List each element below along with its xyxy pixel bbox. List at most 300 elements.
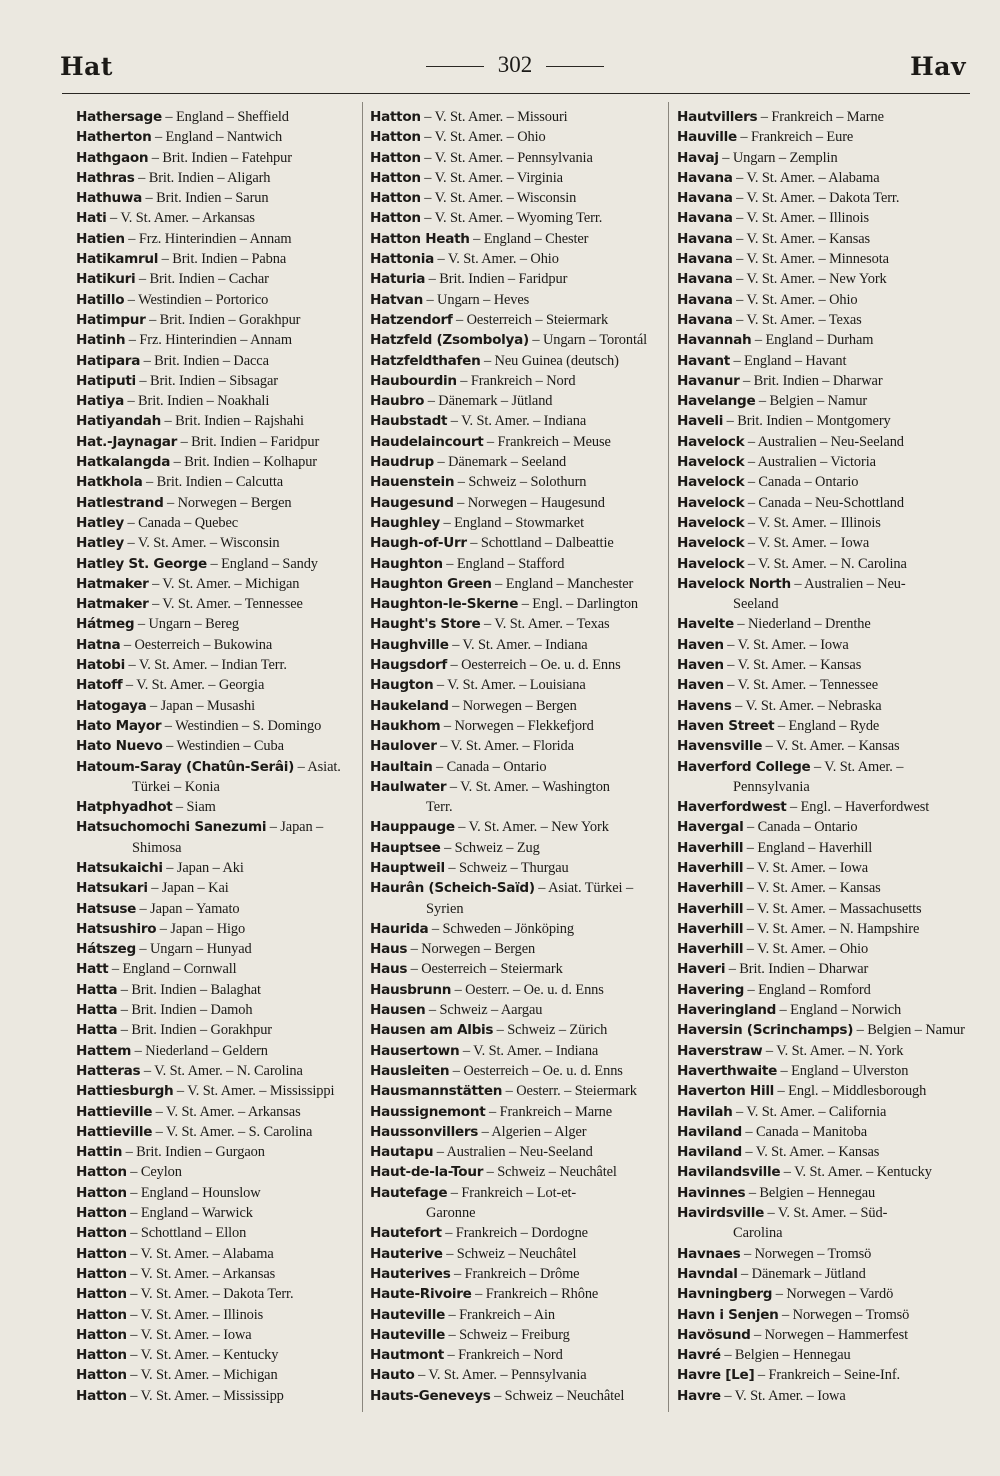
- gazetteer-entry: [370, 1325, 668, 1345]
- gazetteer-entry: [76, 1041, 364, 1061]
- entry-location: – V. St. Amer. – Iowa: [126, 1326, 252, 1343]
- gazetteer-entry: [370, 1061, 668, 1081]
- gazetteer-entry: [76, 513, 364, 533]
- entry-location: – Westindien – Portorico: [124, 291, 269, 308]
- entry-place-name: Havelock: [677, 474, 745, 491]
- entry-location: – Frankreich – Nord: [444, 1347, 563, 1364]
- entry-location: – Engl. – Darlington: [518, 596, 639, 613]
- gazetteer-entry: [677, 1284, 977, 1304]
- entry-location: – Ungarn – Zemplin: [718, 149, 838, 166]
- gazetteer-column-2: [370, 107, 668, 1406]
- gazetteer-entry: [677, 1264, 977, 1284]
- entry-location: – Brit. Indien – Dacca: [140, 352, 269, 369]
- entry-place-name: Havösund: [677, 1326, 751, 1343]
- entry-place-name: Haven Street: [677, 717, 775, 734]
- entry-location: – V. St. Amer. – Ohio: [732, 291, 858, 308]
- entry-location: – Norwegen – Bergen: [163, 494, 292, 511]
- gazetteer-entry: [76, 411, 364, 431]
- entry-location: – Brit. Indien – Montgomery: [723, 413, 891, 430]
- gazetteer-entry: [677, 1183, 977, 1203]
- gazetteer-entry: [370, 168, 668, 188]
- entry-place-name: Hato Mayor: [76, 717, 162, 734]
- entry-location: – Norwegen – Flekkefjord: [440, 717, 594, 734]
- entry-location: – England – Norwich: [776, 1002, 902, 1019]
- gazetteer-entry: [677, 1142, 977, 1162]
- entry-location: – Belgien – Namur: [853, 1022, 965, 1039]
- gazetteer-entry: [370, 533, 668, 553]
- gazetteer-entry: [76, 1325, 364, 1345]
- entry-place-name: Haveringland: [677, 1002, 777, 1019]
- entry-location: – V. St. Amer. – Süd-: [764, 1205, 888, 1222]
- gazetteer-entry: [76, 391, 364, 411]
- entry-place-name: Hausen am Albis: [370, 1022, 494, 1039]
- entry-location: – Frankreich – Meuse: [483, 433, 611, 450]
- entry-location: – Dänemark – Jütland: [424, 393, 553, 410]
- gazetteer-entry: [677, 1203, 977, 1244]
- entry-place-name: Haubro: [370, 393, 425, 410]
- entry-place-name: Hátmeg: [76, 616, 135, 633]
- gazetteer-entry: [370, 1365, 668, 1385]
- entry-location: – V. St. Amer. – Wisconsin: [420, 190, 577, 207]
- entry-place-name: Haverford College: [677, 758, 811, 775]
- entry-location: – Norwegen – Tromsö: [778, 1306, 910, 1323]
- gazetteer-entry: [76, 351, 364, 371]
- entry-location: – Westindien – S. Domingo: [161, 717, 322, 734]
- entry-place-name: Havilandsville: [677, 1164, 781, 1181]
- entry-place-name: Havelock: [677, 514, 745, 531]
- running-head-left: Hat: [60, 52, 113, 81]
- gazetteer-entry: [370, 452, 668, 472]
- entry-place-name: Haverhill: [677, 941, 744, 958]
- entry-location: – Japan – Aki: [162, 859, 244, 876]
- gazetteer-entry: [76, 1122, 364, 1142]
- entry-location: – Schottland – Dalbeattie: [466, 535, 614, 552]
- entry-place-name: Hauptweil: [370, 859, 445, 876]
- entry-location: – Schweiz – Aargau: [425, 1002, 543, 1019]
- entry-continuation: Terr.: [426, 799, 453, 816]
- entry-location: – Schweiz – Solothurn: [454, 474, 587, 491]
- gazetteer-entry: [76, 635, 364, 655]
- entry-location: – Brit. Indien – Faridpur: [177, 433, 320, 450]
- entry-place-name: Havndal: [677, 1265, 738, 1282]
- entry-place-name: Havanur: [677, 372, 740, 389]
- entry-place-name: Haussignemont: [370, 1103, 486, 1120]
- entry-place-name: Hatley St. George: [76, 555, 207, 572]
- entry-place-name: Havilah: [677, 1103, 733, 1120]
- entry-location: – England – Manchester: [491, 575, 634, 592]
- entry-place-name: Havensville: [677, 738, 763, 755]
- entry-place-name: Hatikamrul: [76, 251, 159, 268]
- gazetteer-entry: [677, 472, 977, 492]
- entry-place-name: Haughley: [370, 514, 440, 531]
- entry-place-name: Hauptsee: [370, 839, 441, 856]
- gazetteer-entry: [677, 1162, 977, 1182]
- entry-place-name: Hathersage: [76, 109, 162, 125]
- gazetteer-entry: [76, 1162, 364, 1182]
- gazetteer-entry: [677, 391, 977, 411]
- gazetteer-entry: [677, 249, 977, 269]
- entry-place-name: Hausen: [370, 1002, 426, 1019]
- gazetteer-entry: [76, 878, 364, 898]
- entry-place-name: Haverstraw: [677, 1042, 763, 1059]
- gazetteer-entry: [370, 574, 668, 594]
- entry-location: – V. St. Amer. – Massachusetts: [743, 900, 922, 917]
- entry-place-name: Hatmaker: [76, 575, 149, 592]
- gazetteer-entry: [370, 1041, 668, 1061]
- entry-place-name: Havelock: [677, 433, 745, 450]
- entry-place-name: Hattin: [76, 1144, 123, 1161]
- gazetteer-entry: [370, 838, 668, 858]
- entry-location: – V. St. Amer. – Minnesota: [732, 251, 889, 268]
- entry-place-name: Hatzfeldthafen: [370, 352, 481, 369]
- gazetteer-entry: [370, 554, 668, 574]
- entry-place-name: Hatoum-Saray (Chatûn-Serâi): [76, 758, 295, 775]
- gazetteer-entry: [76, 107, 364, 127]
- entry-location: – V. St. Amer. – Ohio: [743, 941, 869, 958]
- gazetteer-entry: [76, 1020, 364, 1040]
- entry-place-name: Hatton: [76, 1205, 127, 1222]
- entry-location: – England – Stowmarket: [439, 514, 584, 531]
- entry-location: – V. St. Amer. – Dakota Terr.: [732, 190, 900, 207]
- gazetteer-entry: [370, 919, 668, 939]
- entry-place-name: Havinnes: [677, 1184, 746, 1201]
- entry-place-name: Hatton: [370, 169, 421, 186]
- gazetteer-entry: [76, 188, 364, 208]
- entry-location: – Australien – Neu-Seeland: [744, 433, 904, 450]
- entry-place-name: Haverhill: [677, 859, 744, 876]
- entry-location: – England – Warwick: [126, 1205, 253, 1222]
- entry-place-name: Haven: [677, 636, 724, 653]
- entry-location: – Frankreich – Marne: [485, 1103, 613, 1120]
- entry-location: – V. St. Amer. – Alabama: [126, 1245, 274, 1262]
- gazetteer-entry: [677, 310, 977, 330]
- entry-location: – Belgien – Namur: [755, 393, 868, 410]
- entry-place-name: Havirdsville: [677, 1205, 765, 1222]
- entry-place-name: Hattonia: [370, 251, 434, 268]
- gazetteer-entry: [677, 411, 977, 431]
- entry-location: – Schweden – Jönköping: [428, 920, 574, 937]
- entry-location: – V. St. Amer. – N. Carolina: [140, 1062, 303, 1079]
- entry-place-name: Hauteville: [370, 1306, 446, 1323]
- entry-place-name: Hatlestrand: [76, 494, 164, 511]
- gazetteer-entry: [677, 1305, 977, 1325]
- entry-place-name: Hauterives: [370, 1265, 451, 1282]
- gazetteer-entry: [76, 1061, 364, 1081]
- entry-location: – England – Sheffield: [161, 109, 289, 125]
- entry-location: – Canada – Ontario: [743, 819, 858, 836]
- gazetteer-entry: [677, 1102, 977, 1122]
- entry-place-name: Hautvillers: [677, 109, 758, 125]
- gazetteer-entry: [76, 1000, 364, 1020]
- entry-place-name: Hautmont: [370, 1347, 445, 1364]
- entry-place-name: Hato Nuevo: [76, 738, 163, 755]
- entry-place-name: Haverhill: [677, 900, 744, 917]
- entry-place-name: Hatton: [76, 1367, 127, 1384]
- entry-location: – V. St. Amer. – Mississippi: [173, 1083, 335, 1100]
- entry-place-name: Hattem: [76, 1042, 132, 1059]
- entry-location: – Frankreich – Seine-Inf.: [754, 1367, 901, 1384]
- entry-place-name: Haverhill: [677, 880, 744, 897]
- entry-location: – Frz. Hinterindien – Annam: [125, 332, 292, 349]
- entry-place-name: Haven: [677, 677, 724, 694]
- gazetteer-entry: [370, 1142, 668, 1162]
- entry-location: – V. St. Amer. – Iowa: [723, 636, 849, 653]
- header-dash-left: [426, 66, 484, 67]
- entry-place-name: Havana: [677, 190, 733, 207]
- entry-place-name: Hatoff: [76, 677, 123, 694]
- gazetteer-entry: [370, 290, 668, 310]
- entry-place-name: Haverhill: [677, 920, 744, 937]
- entry-place-name: Hatherton: [76, 129, 152, 146]
- gazetteer-entry: [370, 1345, 668, 1365]
- gazetteer-entry: [677, 1000, 977, 1020]
- gazetteer-entry: [76, 249, 364, 269]
- entry-place-name: Hatzendorf: [370, 311, 453, 328]
- entry-location: – V. St. Amer. – Ohio: [420, 129, 546, 146]
- entry-place-name: Haverton Hill: [677, 1083, 775, 1100]
- gazetteer-entry: [677, 452, 977, 472]
- entry-location: – Asiat. Türkei –: [534, 880, 634, 897]
- entry-place-name: Hatmaker: [76, 596, 149, 613]
- entry-place-name: Hatinh: [76, 332, 126, 349]
- entry-location: – V. St. Amer. – Missouri: [420, 109, 568, 125]
- entry-place-name: Hatkalangda: [76, 454, 171, 471]
- gazetteer-entry: [677, 1365, 977, 1385]
- entry-location: – England – Cornwall: [108, 961, 237, 978]
- entry-place-name: Hatiputi: [76, 372, 136, 389]
- entry-place-name: Haughton Green: [370, 575, 492, 592]
- gazetteer-entry: [76, 1183, 364, 1203]
- gazetteer-entry: [370, 959, 668, 979]
- entry-place-name: Havana: [677, 230, 733, 247]
- entry-place-name: Hatsushiro: [76, 920, 157, 937]
- entry-location: – Oesterreich – Steiermark: [452, 311, 609, 328]
- gazetteer-entry: [677, 939, 977, 959]
- entry-location: – Schottland – Ellon: [126, 1225, 247, 1242]
- gazetteer-entry: [76, 1386, 364, 1406]
- gazetteer-entry: [370, 351, 668, 371]
- gazetteer-entry: [76, 472, 364, 492]
- entry-continuation: Türkei – Konia: [132, 778, 220, 795]
- gazetteer-entry: [677, 1244, 977, 1264]
- entry-location: – England – Stafford: [442, 555, 565, 572]
- gazetteer-column-3: [677, 107, 977, 1406]
- gazetteer-entry: [677, 1020, 977, 1040]
- entry-place-name: Haukeland: [370, 697, 449, 714]
- entry-location: – Frankreich – Eure: [736, 129, 854, 146]
- entry-place-name: Haurida: [370, 920, 429, 937]
- entry-location: – V. St. Amer. – S. Carolina: [152, 1123, 313, 1140]
- entry-place-name: Haturia: [370, 271, 426, 288]
- entry-place-name: Havering: [677, 981, 745, 998]
- gazetteer-entry: [370, 1081, 668, 1101]
- entry-place-name: Hatton: [76, 1387, 127, 1404]
- entry-location: – Niederland – Drenthe: [733, 616, 871, 633]
- gazetteer-entry: [677, 148, 977, 168]
- entry-place-name: Haverhill: [677, 839, 744, 856]
- entry-location: – England – Ulverston: [777, 1062, 909, 1079]
- entry-place-name: Havelock: [677, 454, 745, 471]
- entry-location: – Oesterreich – Bukowina: [120, 636, 273, 653]
- header-dash-right: [546, 66, 604, 67]
- entry-location: – Frankreich – Dordogne: [441, 1225, 588, 1242]
- entry-location: – Oesterreich – Steiermark: [407, 961, 563, 978]
- entry-place-name: Hatillo: [76, 291, 125, 308]
- entry-place-name: Havana: [677, 311, 733, 328]
- entry-location: – Brit. Indien – Dharwar: [725, 961, 869, 978]
- entry-location: – Norwegen – Bergen: [448, 697, 577, 714]
- gazetteer-entry: [76, 817, 364, 858]
- column-separator: [668, 102, 669, 1412]
- entry-place-name: Hathgaon: [76, 149, 149, 166]
- entry-location: – V. St. Amer. – Tennessee: [148, 596, 303, 613]
- entry-place-name: Hathuwa: [76, 190, 143, 207]
- gazetteer-entry: [76, 493, 364, 513]
- gazetteer-entry: [677, 797, 977, 817]
- gazetteer-entry: [677, 107, 977, 127]
- entry-location: – V. St. Amer. – Arkansas: [106, 210, 255, 227]
- entry-location: – Japan – Kai: [147, 880, 229, 897]
- entry-location: – Schweiz – Neuchâtel: [490, 1387, 625, 1404]
- gazetteer-entry: [370, 757, 668, 777]
- gazetteer-entry: [370, 411, 668, 431]
- entry-location: – V. St. Amer. – N. Hampshire: [743, 920, 920, 937]
- entry-place-name: Hatton: [76, 1326, 127, 1343]
- entry-location: – Westindien – Cuba: [162, 738, 284, 755]
- entry-location: – Ceylon: [126, 1164, 182, 1181]
- gazetteer-entry: [370, 1162, 668, 1182]
- gazetteer-entry: [677, 554, 977, 574]
- gazetteer-entry: [76, 229, 364, 249]
- gazetteer-entry: [677, 1345, 977, 1365]
- gazetteer-entry: [677, 817, 977, 837]
- gazetteer-entry: [76, 797, 364, 817]
- gazetteer-entry: [677, 290, 977, 310]
- entry-place-name: Haughton: [370, 555, 443, 572]
- gazetteer-entry: [76, 1081, 364, 1101]
- entry-location: – Norwegen – Bergen: [407, 941, 536, 958]
- gazetteer-entry: [677, 229, 977, 249]
- entry-place-name: Hatton: [370, 190, 421, 207]
- entry-location: – V. St. Amer. – Wyoming Terr.: [420, 210, 603, 227]
- gazetteer-entry: [677, 858, 977, 878]
- gazetteer-entry: [677, 1122, 977, 1142]
- entry-place-name: Haverfordwest: [677, 799, 787, 816]
- entry-place-name: Havergal: [677, 819, 744, 836]
- gazetteer-entry: [76, 269, 364, 289]
- gazetteer-entry: [76, 148, 364, 168]
- entry-location: – V. St. Amer. – Wisconsin: [124, 535, 280, 552]
- entry-place-name: Hausleiten: [370, 1062, 450, 1079]
- gazetteer-entry: [677, 655, 977, 675]
- gazetteer-entry: [76, 574, 364, 594]
- entry-location: – V. St. Amer. – Pennsylvania: [414, 1367, 587, 1384]
- gazetteer-entry: [677, 1061, 977, 1081]
- entry-location: – V. St. Amer. – Pennsylvania: [420, 149, 593, 166]
- entry-location: – Brit. Indien – Gurgaon: [122, 1144, 265, 1161]
- entry-place-name: Haughville: [370, 636, 449, 653]
- entry-place-name: Haughton-le-Skerne: [370, 596, 519, 613]
- gazetteer-entry: [677, 899, 977, 919]
- entry-continuation: Pennsylvania: [733, 778, 810, 795]
- entry-place-name: Haugsdorf: [370, 657, 448, 674]
- entry-location: – V. St. Amer. – Iowa: [744, 535, 870, 552]
- gazetteer-entry: [370, 777, 668, 818]
- gazetteer-entry: [370, 188, 668, 208]
- entry-location: – Engl. – Middlesborough: [774, 1083, 927, 1100]
- entry-place-name: Haugton: [370, 677, 434, 694]
- entry-place-name: Havelock: [677, 494, 745, 511]
- gazetteer-entry: [370, 127, 668, 147]
- gazetteer-entry: [370, 513, 668, 533]
- entry-place-name: Havana: [677, 251, 733, 268]
- gazetteer-entry: [370, 696, 668, 716]
- gazetteer-column-1: [76, 107, 364, 1406]
- entry-location: – Brit. Indien – Aligarh: [134, 169, 271, 186]
- gazetteer-entry: [76, 208, 364, 228]
- entry-place-name: Havelock North: [677, 575, 791, 592]
- entry-location: – V. St. Amer. – Dakota Terr.: [126, 1286, 294, 1303]
- entry-location: – Oesterreich – Oe. u. d. Enns: [447, 657, 621, 674]
- gazetteer-entry: [677, 838, 977, 858]
- gazetteer-entry: [677, 371, 977, 391]
- entry-continuation: Syrien: [426, 900, 464, 917]
- entry-location: – Schweiz – Zug: [440, 839, 540, 856]
- entry-location: – England – Sandy: [206, 555, 318, 572]
- gazetteer-entry: [76, 675, 364, 695]
- entry-location: – Canada – Ontario: [432, 758, 547, 775]
- entry-location: – Japan – Yamato: [136, 900, 240, 917]
- gazetteer-entry: [370, 1183, 668, 1224]
- entry-place-name: Hausbrunn: [370, 981, 452, 998]
- entry-location: – V. St. Amer. – Indiana: [448, 636, 588, 653]
- entry-location: – V. St. Amer. – Indiana: [447, 413, 587, 430]
- entry-location: – V. St. Amer. – Georgia: [122, 677, 265, 694]
- entry-place-name: Hautapu: [370, 1144, 434, 1161]
- gazetteer-entry: [370, 107, 668, 127]
- entry-location: – V. St. Amer. – Louisiana: [433, 677, 586, 694]
- entry-place-name: Haus: [370, 961, 408, 978]
- entry-location: – Japan – Musashi: [146, 697, 256, 714]
- gazetteer-entry: [677, 1325, 977, 1345]
- entry-location: – V. St. Amer. – Kentucky: [780, 1164, 932, 1181]
- entry-place-name: Havana: [677, 210, 733, 227]
- entry-location: – England – Nantwich: [151, 129, 283, 146]
- entry-location: – Belgien – Hennegau: [720, 1347, 851, 1364]
- entry-place-name: Hauville: [677, 129, 737, 146]
- gazetteer-entry: [76, 127, 364, 147]
- entry-location: – Schweiz – Neuchâtel: [442, 1245, 577, 1262]
- entry-place-name: Haudelaincourt: [370, 433, 484, 450]
- entry-place-name: Havre: [677, 1387, 721, 1404]
- entry-location: – V. St. Amer. – Iowa: [743, 859, 869, 876]
- gazetteer-entry: [370, 614, 668, 634]
- entry-place-name: Hatley: [76, 514, 124, 531]
- entry-location: – Dänemark – Seeland: [433, 454, 567, 471]
- running-head-right: Hav: [910, 52, 966, 81]
- entry-place-name: Hatsukaichi: [76, 859, 163, 876]
- gazetteer-entry: [677, 614, 977, 634]
- entry-place-name: Hatton: [76, 1265, 127, 1282]
- entry-place-name: Haught's Store: [370, 616, 481, 633]
- gazetteer-entry: [76, 330, 364, 350]
- gazetteer-entry: [76, 899, 364, 919]
- entry-location: – Schweiz – Freiburg: [445, 1326, 570, 1343]
- gazetteer-entry: [76, 919, 364, 939]
- entry-location: – Brit. Indien – Kolhapur: [170, 454, 317, 471]
- entry-location: – Frankreich – Marne: [757, 109, 884, 125]
- gazetteer-entry: [76, 1223, 364, 1243]
